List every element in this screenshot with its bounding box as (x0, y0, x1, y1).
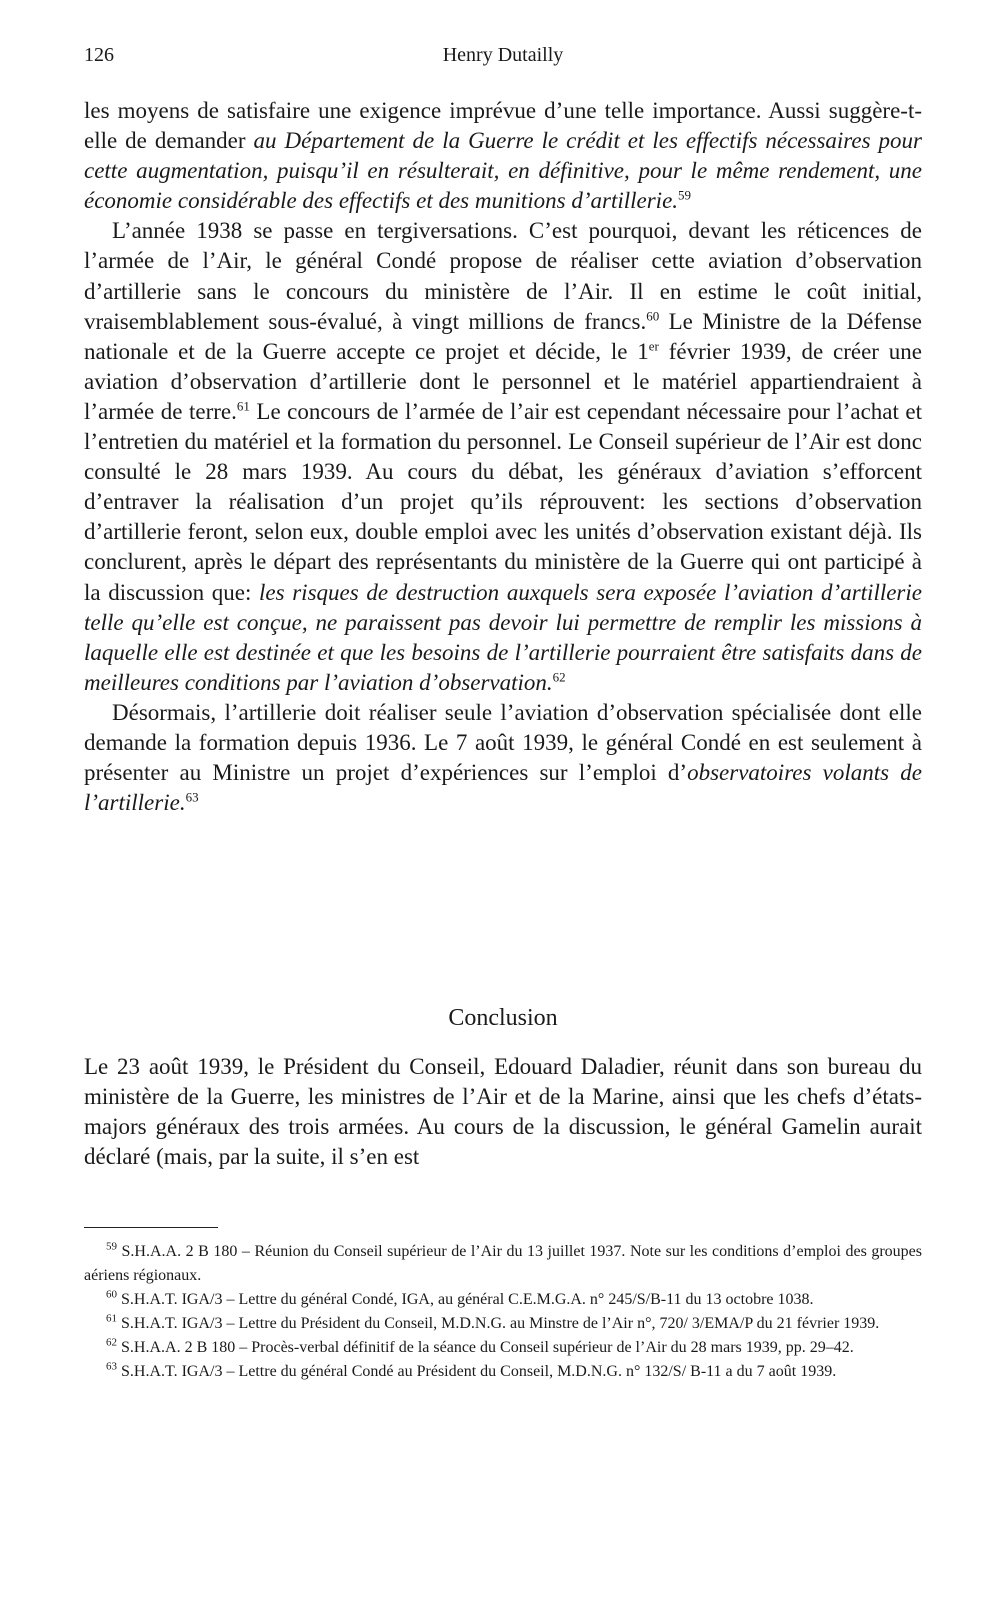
paragraph-1-text: les moyens de satisfaire une exigence imprévue d’une telle importance. Aussi suggère-t-elle de demander (84, 98, 922, 154)
footnote-59 (84, 1240, 922, 1288)
footnote-divider (84, 1227, 218, 1228)
running-title: Henry Dutailly (442, 44, 564, 66)
running-header (84, 44, 922, 70)
paragraph-3-quote: observatoires volants de l’artillerie. (84, 760, 922, 816)
footnote-60 (84, 1288, 922, 1312)
ordinal-superscript: er (648, 338, 659, 354)
paragraph-2-text-a: L’année 1938 se passe en tergiversations. C’est pourquoi, devant les réticences de l’armée de l’Air, le général Condé propose de réaliser cette aviation d’observation d’artillerie sans le concours du ministère de l’Air. Il en estime le coût initial, vraisemblablement sous-évalué, à vingt millions de francs. (84, 218, 922, 334)
footnote-ref-63: 63 (185, 789, 199, 805)
paragraph-2-text-d: Le concours de l’armée de l’air est cependant nécessaire pour l’achat et l’entretien du matériel et la formation du personnel. Le Conseil supérieur de l’Air est donc consulté le 28 mars 1939. Au cours du débat, les généraux d’aviation s’efforcent d’entraver la réalisation d’un projet qu’ils réprouvent: les sections d’observation d’artillerie feront, selon eux, double emploi avec les unités d’observation existant déjà. Ils conclurent, après le départ des représentants du ministère de la Guerre qui ont participé à la discussion que: (84, 398, 923, 605)
paragraph-1 (84, 96, 922, 216)
footnote-text: S.H.A.T. IGA/3 – Lettre du général Condé, IGA, au général C.E.M.G.A. n° 245/S/B-11 du 13 octobre 1038. (117, 1291, 814, 1308)
footnote-number: 59 (106, 1240, 117, 1253)
conclusion-paragraph: Le 23 août 1939, le Président du Conseil, Edouard Daladier, réunit dans son bureau du ministère de la Guerre, les ministres de l’Air et de la Marine, ainsi que les chefs d’états-majors généraux des trois armées. Au cours de la discussion, le général Gamelin aurait déclaré (mais, par la suite, il s’en est (84, 1054, 922, 1170)
footnote-text: S.H.A.T. IGA/3 – Lettre du général Condé au Président du Conseil, M.D.N.G. n° 132/S/ B-11 a du 7 août 1939. (117, 1363, 837, 1380)
footnote-text: S.H.A.A. 2 B 180 – Procès-verbal définitif de la séance du Conseil supérieur de l’Air du 28 mars 1939, pp. 29–42. (117, 1339, 854, 1356)
footnote-62 (84, 1336, 922, 1360)
footnote-61 (84, 1312, 922, 1336)
footnote-number: 63 (106, 1360, 117, 1373)
paragraph-1-quote: au Département de la Guerre le crédit et les effectifs nécessaires pour cette augmentation, puisqu’il en résulterait, en définitive, pour le même rendement, une économie considérable des effectifs et des munitions d’artillerie. (84, 128, 922, 214)
section-heading-conclusion: Conclusion (448, 1005, 558, 1031)
footnote-63 (84, 1360, 922, 1384)
body-text (84, 96, 922, 818)
paragraph-2-text-c: février 1939, de créer une aviation d’observation d’artillerie dont le personnel et le matériel appartiendraient à l’armée de terre. (84, 338, 922, 424)
paragraph-3 (84, 698, 922, 818)
paragraph-2-quote: les risques de destruction auxquels sera exposée l’aviation d’artillerie telle qu’elle est conçue, ne paraissent pas devoir lui permettre de remplir les missions à laquelle elle est destinée et que les besoins de l’artillerie pourraient être satisfaits dans de meilleures conditions par l’aviation d’observation. (84, 579, 922, 695)
footnote-ref-59: 59 (678, 187, 692, 203)
page-number: 126 (84, 44, 114, 66)
footnote-ref-61: 61 (236, 398, 250, 414)
footnote-ref-60: 60 (646, 308, 660, 323)
paragraph-3-text: Désormais, l’artillerie doit réaliser seule l’aviation d’observation spécialisée dont elle demande la formation depuis 1936. Le 7 août 1939, le général Condé en est seulement à présenter au Ministre un projet d’expériences sur l’emploi d’ (84, 699, 922, 786)
footnote-number: 61 (106, 1312, 117, 1325)
paragraph-2 (84, 216, 922, 698)
footnote-text: S.H.A.A. 2 B 180 – Réunion du Conseil supérieur de l’Air du 13 juillet 1937. Note sur les conditions d’emploi des groupes aériens régionaux. (84, 1243, 922, 1284)
footnotes (84, 1240, 922, 1384)
paragraph-2-text-b: Le Ministre de la Défense nationale et de la Guerre accepte ce projet et décide, le 1 (84, 308, 922, 364)
footnote-text: S.H.A.T. IGA/3 – Lettre du Président du Conseil, M.D.N.G. au Minstre de l’Air n°, 720/ 3/EMA/P du 21 février 1939. (117, 1315, 880, 1332)
footnote-number: 62 (106, 1336, 117, 1349)
footnote-ref-62: 62 (552, 669, 566, 685)
conclusion-text (84, 1052, 922, 1172)
footnote-number: 60 (106, 1288, 117, 1301)
